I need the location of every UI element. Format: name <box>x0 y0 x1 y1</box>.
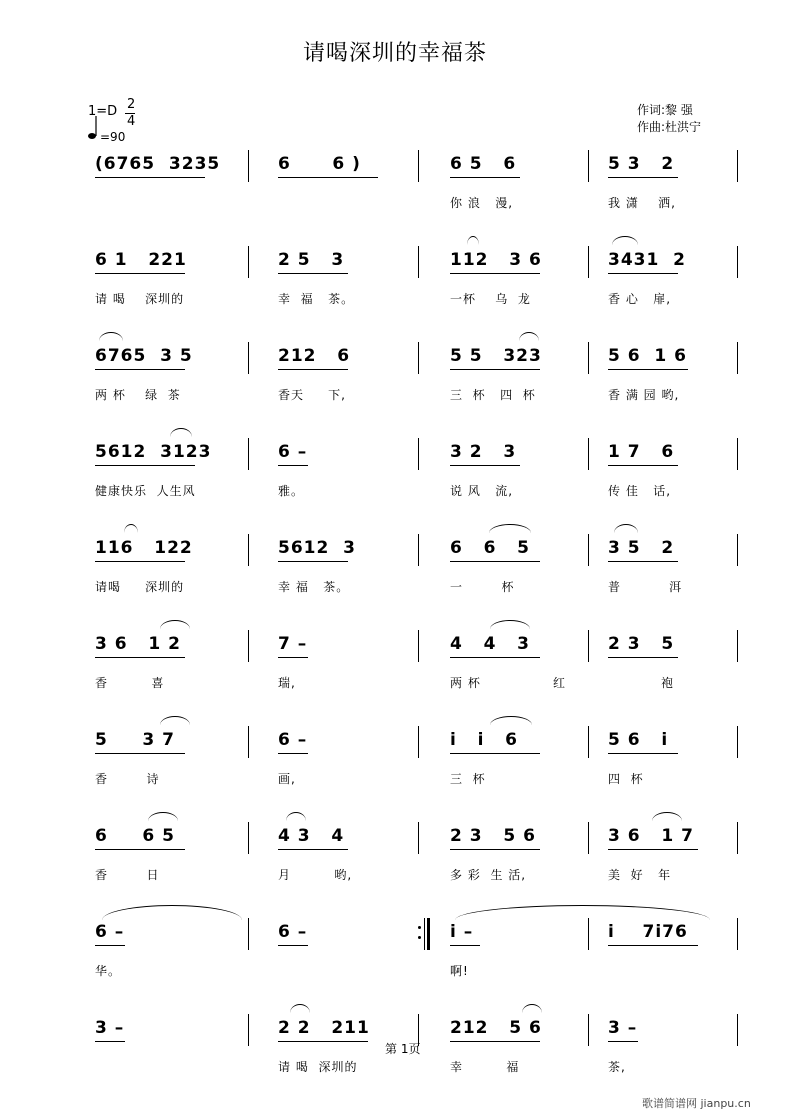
score-row <box>0 340 790 436</box>
bar-line <box>248 150 249 182</box>
beam-line <box>278 177 378 178</box>
bar-line <box>418 630 419 662</box>
measure-notes: 6 – <box>278 922 308 942</box>
bar-line <box>248 726 249 758</box>
measure-lyric: 美 好 年 <box>608 868 672 882</box>
beam-line <box>95 849 185 850</box>
measure-notes: 6 6 5 <box>450 538 530 558</box>
measure-lyric: 请 喝 深圳的 <box>95 292 185 306</box>
beam-line <box>450 465 520 466</box>
measure-lyric: 华。 <box>95 964 122 978</box>
bar-line <box>737 726 738 758</box>
measure-notes: 6765 3 5 <box>95 346 193 366</box>
measure-lyric: 幸 福 茶。 <box>278 292 355 306</box>
measure-lyric: 袍 <box>608 676 674 690</box>
bar-line <box>418 246 419 278</box>
bar-line <box>737 918 738 950</box>
bar-line <box>588 150 589 182</box>
measure-lyric: 幸 福 茶。 <box>278 580 350 594</box>
measure-notes: 3 5 2 <box>608 538 675 558</box>
measure-lyric: 多 彩 生 活, <box>450 868 527 882</box>
measure-notes: 3 – <box>608 1018 638 1038</box>
beam-line <box>450 945 480 946</box>
measure-notes: 6 5 6 <box>450 154 517 174</box>
score-row <box>0 436 790 532</box>
bar-line <box>248 438 249 470</box>
measure-notes: i 7i76 <box>608 922 688 942</box>
measure-lyric: 啊! <box>450 964 469 978</box>
beam-line <box>608 561 678 562</box>
beam-line <box>278 273 348 274</box>
bar-line <box>418 438 419 470</box>
bar-line <box>588 534 589 566</box>
measure-notes: 6 – <box>95 922 125 942</box>
measure-notes: 2 3 5 <box>608 634 675 654</box>
measure-lyric: 我 潇 洒, <box>608 196 676 210</box>
bar-line <box>248 918 249 950</box>
measure-lyric: 你 浪 漫, <box>450 196 514 210</box>
measure-lyric: 请喝 深圳的 <box>95 580 185 594</box>
beam-line <box>278 369 348 370</box>
measure-notes: 2 5 3 <box>278 250 345 270</box>
measure-lyric: 一杯 乌 龙 <box>450 292 531 306</box>
beam-line <box>278 753 308 754</box>
measure-lyric: 香 心 扉, <box>608 292 672 306</box>
bar-line <box>737 150 738 182</box>
measure-lyric: 一 杯 <box>450 580 515 594</box>
bar-line <box>737 438 738 470</box>
measure-lyric: 雅。 <box>278 484 305 498</box>
composer-credit: 作曲:杜洪宁 <box>637 120 702 134</box>
song-title: 请喝深圳的幸福茶 <box>302 41 487 66</box>
beam-line <box>450 177 520 178</box>
measure-lyric: 传 佳 话, <box>608 484 672 498</box>
score-row <box>0 916 790 1012</box>
measure-notes: 3431 2 <box>608 250 686 270</box>
key-signature: 1=D <box>88 104 118 119</box>
measure-notes: 3 6 1 2 <box>95 634 181 654</box>
measure-lyric: 幸 福 <box>450 1060 520 1074</box>
beam-line <box>95 273 185 274</box>
bar-line <box>418 822 419 854</box>
measure-lyric: 香 喜 <box>95 676 165 690</box>
measure-notes: 5 5 323 <box>450 346 542 366</box>
beam-line <box>95 465 195 466</box>
bar-line <box>737 822 738 854</box>
bar-line <box>737 1014 738 1046</box>
beam-line <box>608 273 678 274</box>
score-row <box>0 628 790 724</box>
beam-line <box>450 849 540 850</box>
measure-notes: 5612 3 <box>278 538 356 558</box>
bar-line <box>248 822 249 854</box>
bar-line <box>248 342 249 374</box>
lyricist-credit: 作词:黎 强 <box>637 103 693 117</box>
bar-line <box>418 726 419 758</box>
bar-line <box>248 630 249 662</box>
measure-notes: 6 6 5 <box>95 826 175 846</box>
measure-notes: 6 – <box>278 730 308 750</box>
beam-line <box>608 465 678 466</box>
measure-lyric: 香 日 <box>95 868 160 882</box>
beam-line <box>278 561 348 562</box>
measure-lyric: 瑞, <box>278 676 296 690</box>
bar-line <box>737 630 738 662</box>
measure-notes: i – <box>450 922 474 942</box>
measure-notes: i i 6 <box>450 730 518 750</box>
beam-line <box>608 849 698 850</box>
beam-line <box>450 369 540 370</box>
measure-notes: 6 1 221 <box>95 250 187 270</box>
beam-line <box>95 1041 125 1042</box>
bar-line <box>588 342 589 374</box>
measure-lyric: 茶, <box>608 1060 626 1074</box>
beam-line <box>450 273 540 274</box>
measure-notes: 5612 3123 <box>95 442 212 462</box>
measure-lyric: 健康快乐 人生风 <box>95 484 196 498</box>
beam-line <box>450 657 540 658</box>
beam-line <box>608 369 688 370</box>
score-row <box>0 244 790 340</box>
measure-notes: (6765 3235 <box>95 154 221 174</box>
measure-notes: 6 6 ) <box>278 154 361 174</box>
measure-notes: 3 6 1 7 <box>608 826 694 846</box>
time-signature-denominator: 4 <box>127 114 136 129</box>
site-watermark: 歌谱简谱网 jianpu.cn <box>642 1097 751 1110</box>
bar-line <box>737 246 738 278</box>
bar-line <box>588 822 589 854</box>
measure-notes: 116 122 <box>95 538 193 558</box>
bar-line <box>737 534 738 566</box>
measure-notes: 112 3 6 <box>450 250 542 270</box>
beam-line <box>95 657 185 658</box>
beam-line <box>450 753 540 754</box>
score-row <box>0 1012 790 1108</box>
quarter-note-icon <box>88 114 98 140</box>
bar-line <box>248 246 249 278</box>
bar-line <box>248 534 249 566</box>
measure-lyric: 三 杯 <box>450 772 486 786</box>
beam-line <box>450 561 540 562</box>
bar-line <box>588 726 589 758</box>
bar-line <box>588 246 589 278</box>
measure-notes: 212 6 <box>278 346 351 366</box>
beam-line <box>278 465 308 466</box>
beam-line <box>95 753 185 754</box>
bar-line <box>248 1014 249 1046</box>
beam-line <box>608 177 678 178</box>
measure-lyric: 月 哟, <box>278 868 353 882</box>
measure-notes: 4 4 3 <box>450 634 530 654</box>
bar-line <box>588 630 589 662</box>
measure-notes: 3 2 3 <box>450 442 517 462</box>
beam-line <box>608 945 698 946</box>
beam-line <box>278 657 308 658</box>
score-row <box>0 820 790 916</box>
bar-line <box>588 438 589 470</box>
measure-lyric: 请 喝 深圳的 <box>278 1060 358 1074</box>
beam-line <box>95 945 125 946</box>
measure-notes: 212 5 6 <box>450 1018 542 1038</box>
measure-lyric: 香 诗 <box>95 772 160 786</box>
beam-line <box>95 369 185 370</box>
measure-lyric: 两 杯 绿 茶 <box>95 388 181 402</box>
beam-line <box>278 849 348 850</box>
beam-line <box>278 945 308 946</box>
measure-notes: 3 – <box>95 1018 125 1038</box>
measure-notes: 6 – <box>278 442 308 462</box>
measure-notes: 5 6 1 6 <box>608 346 687 366</box>
measure-notes: 7 – <box>278 634 308 654</box>
measure-lyric: 三 杯 四 杯 <box>450 388 536 402</box>
measure-lyric: 香 满 园 哟, <box>608 388 680 402</box>
measure-notes: 2 3 5 6 <box>450 826 536 846</box>
measure-lyric: 普 洱 <box>608 580 683 594</box>
beam-line <box>608 753 678 754</box>
measure-notes: 5 3 2 <box>608 154 675 174</box>
beam-line <box>95 177 205 178</box>
measure-notes: 4 3 4 <box>278 826 345 846</box>
measure-notes: 1 7 6 <box>608 442 675 462</box>
measure-lyric: 画, <box>278 772 296 786</box>
measure-lyric: 香天 下, <box>278 388 346 402</box>
beam-line <box>608 657 678 658</box>
measure-lyric: 说 风 流, <box>450 484 514 498</box>
beam-line <box>608 1041 638 1042</box>
score-row <box>0 532 790 628</box>
score-row <box>0 148 790 244</box>
tempo-marking: =90 <box>100 130 126 144</box>
beam-line <box>95 561 185 562</box>
beam-line <box>450 1041 540 1042</box>
measure-lyric: 两 杯 红 <box>450 676 567 690</box>
measure-notes: 2 2 211 <box>278 1018 370 1038</box>
bar-line <box>588 918 589 950</box>
bar-line <box>588 1014 589 1046</box>
beam-line <box>278 1041 368 1042</box>
measure-lyric: 四 杯 <box>608 772 644 786</box>
bar-line <box>418 342 419 374</box>
bar-line <box>418 534 419 566</box>
score-row <box>0 724 790 820</box>
bar-line <box>418 150 419 182</box>
page-number: 第 1页 <box>385 1042 421 1056</box>
measure-notes: 5 6 i <box>608 730 669 750</box>
time-signature-numerator: 2 <box>127 97 136 112</box>
bar-line <box>737 342 738 374</box>
measure-notes: 5 3 7 <box>95 730 175 750</box>
